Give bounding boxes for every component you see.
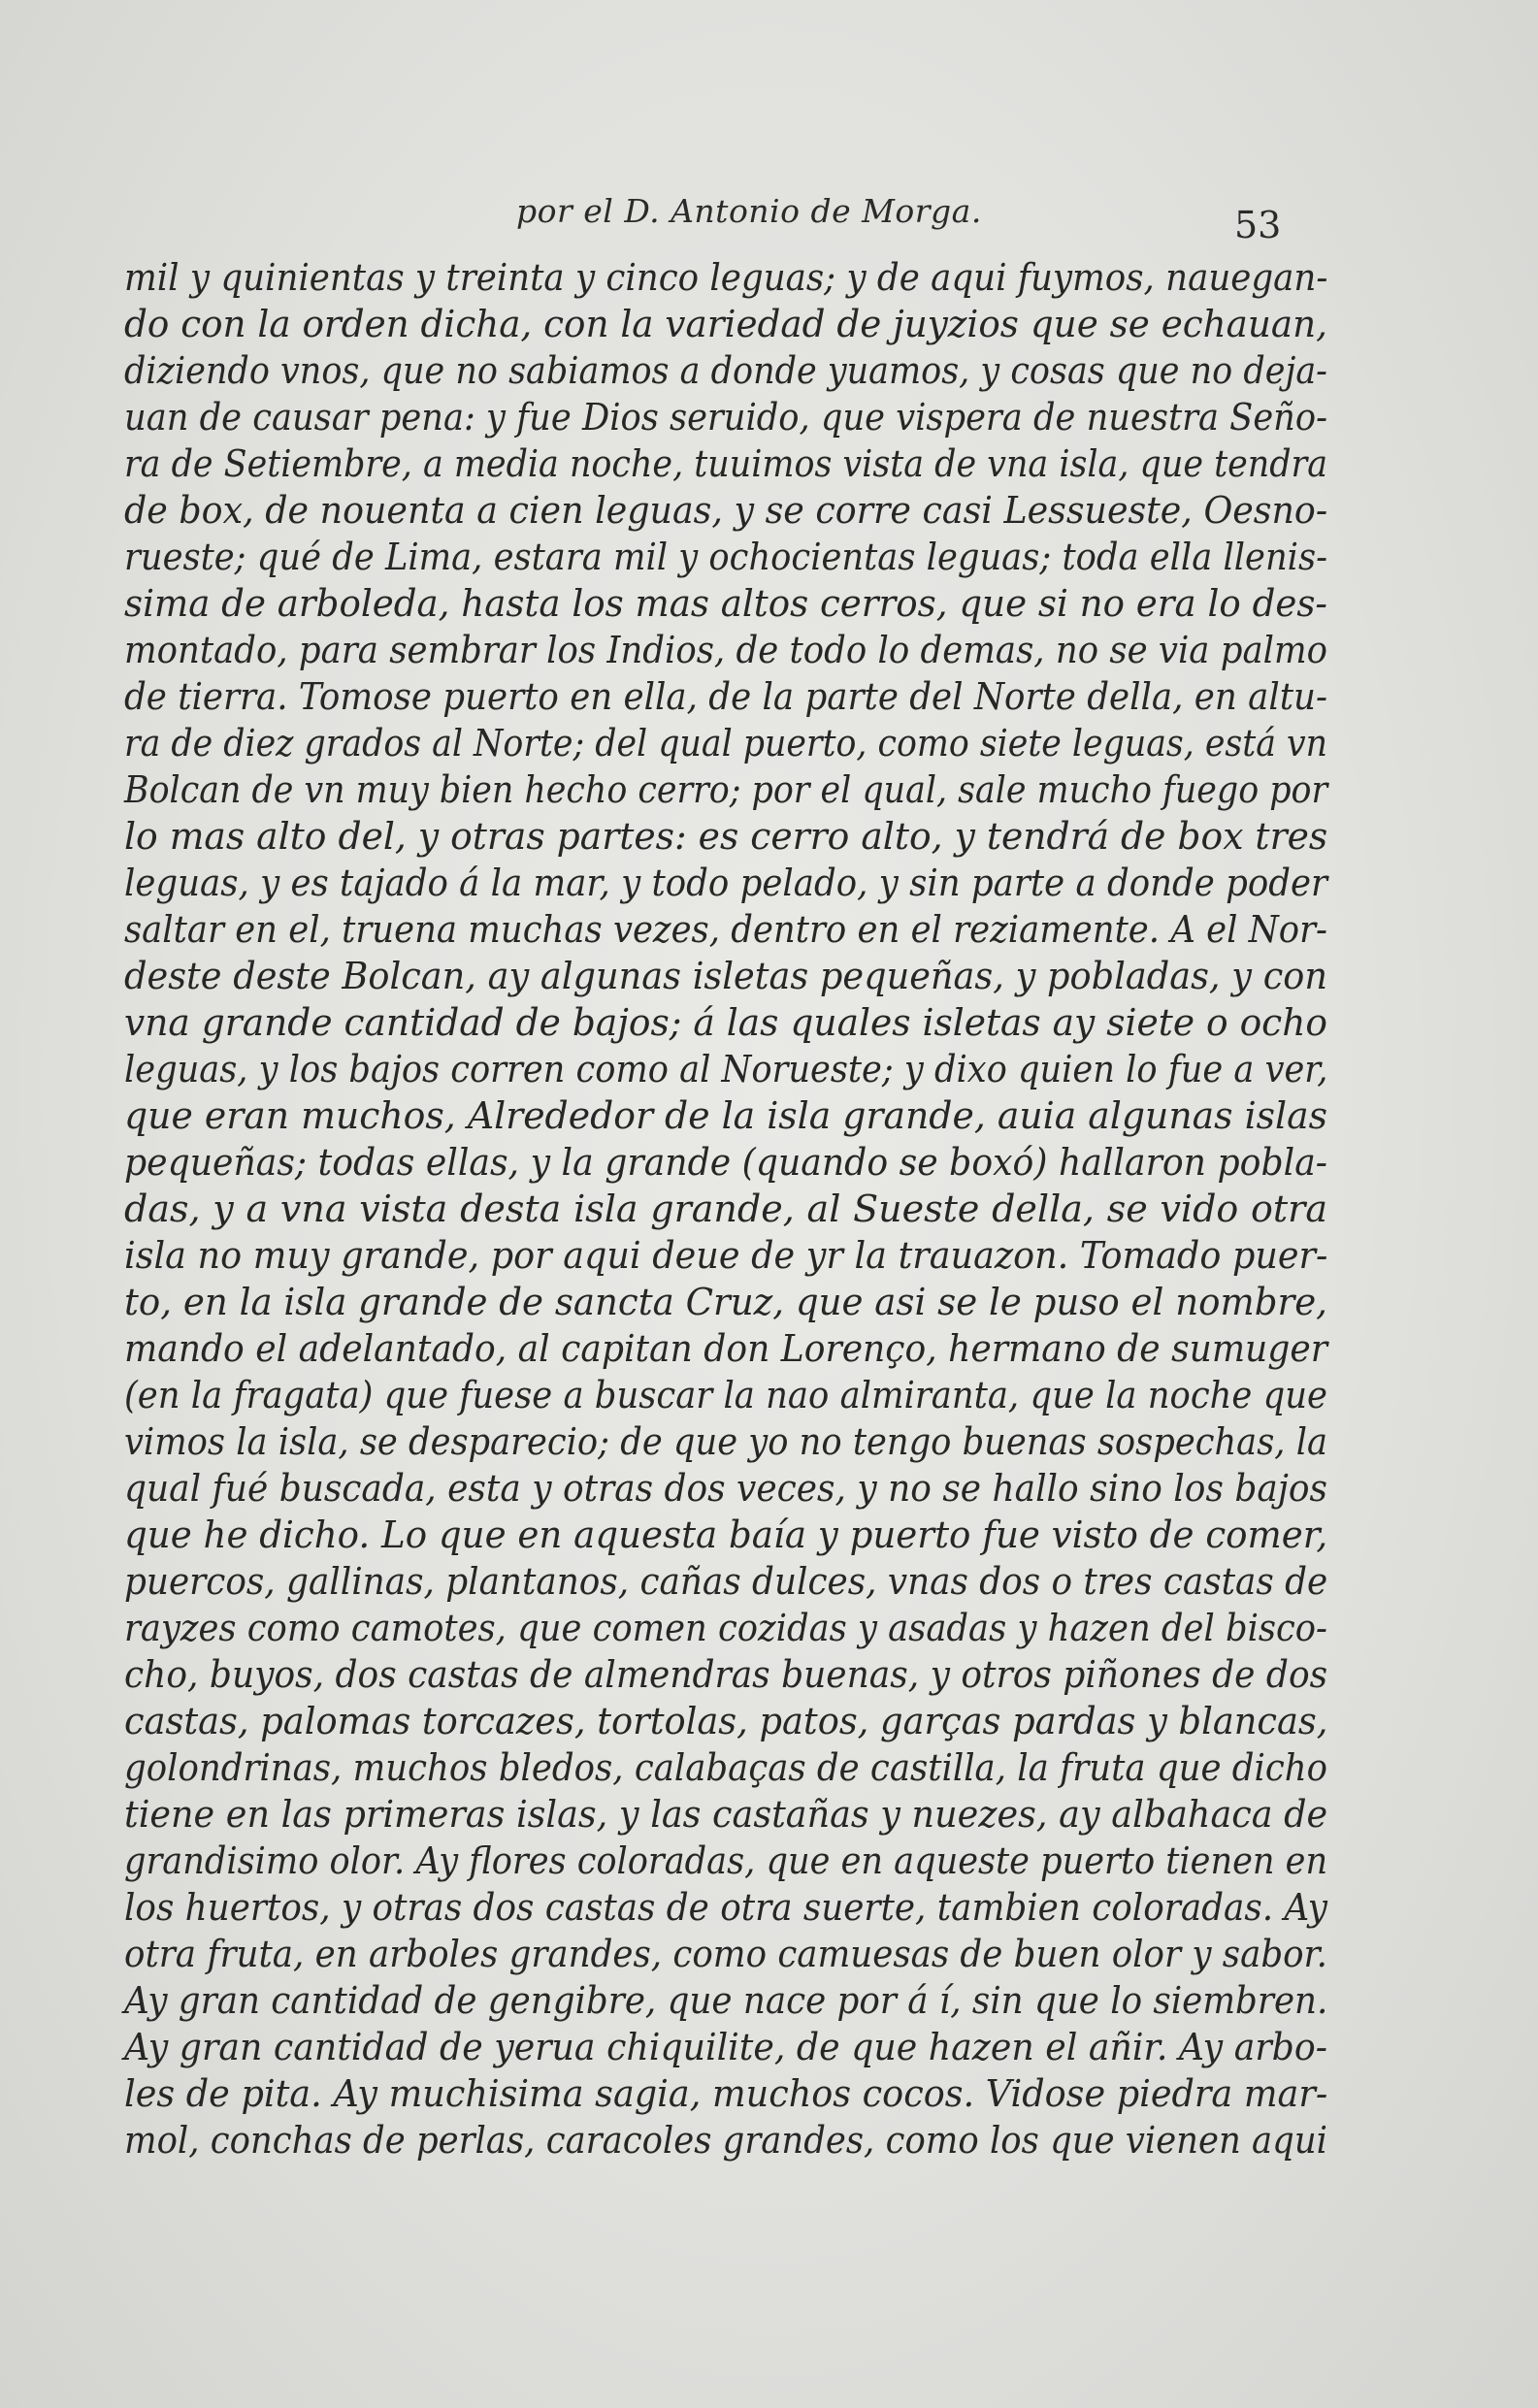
text-line: grandisimo olor. Ay flores coloradas, que en aqueste puerto tienen en: [124, 1839, 1328, 1882]
text-line: to, en la isla grande de sancta Cruz, que asi se le puso el nombre,: [124, 1281, 1327, 1323]
page-number: 53: [1234, 204, 1282, 246]
text-line: pequeñas; todas ellas, y la grande (quando se boxó) hallaron pobla-: [124, 1141, 1327, 1184]
text-line: saltar en el, truena muchas vezes, dentro en el reziamente. A el Nor-: [124, 908, 1327, 951]
text-line: que he dicho. Lo que en aquesta baía y puerto fue visto de comer,: [124, 1513, 1328, 1556]
text-line: lo mas alto del, y otras partes: es cerro alto, y tendrá de box tres: [124, 815, 1328, 858]
text-line: das, y a vna vista desta isla grande, al Sueste della, se vido otra: [124, 1188, 1327, 1230]
text-line: de tierra. Tomose puerto en ella, de la parte del Norte della, en altu-: [124, 675, 1327, 718]
running-head: [0, 192, 1538, 250]
text-line: sima de arboleda, hasta los mas altos cerros, que si no era lo des-: [124, 582, 1327, 625]
text-line: vna grande cantidad de bajos; á las quales isletas ay siete o ocho: [124, 1001, 1327, 1044]
text-line: leguas, y los bajos corren como al Norueste; y dixo quien lo fue a ver,: [124, 1048, 1328, 1090]
text-line: Ay gran cantidad de gengibre, que nace por á í, sin que lo siembren.: [124, 1979, 1328, 2022]
text-line: castas, palomas torcazes, tortolas, patos, garças pardas y blancas,: [124, 1700, 1328, 1742]
text-line: les de pita. Ay muchisima sagia, muchos cocos. Vidose piedra mar-: [124, 2072, 1328, 2115]
text-line: ra de Setiembre, a media noche, tuuimos vista de vna isla, que tendra: [124, 442, 1327, 485]
text-line: Bolcan de vn muy bien hecho cerro; por el qual, sale mucho fuego por: [124, 768, 1328, 811]
text-line: tiene en las primeras islas, y las castañas y nuezes, ay albahaca de: [124, 1793, 1328, 1836]
text-line: rayzes como camotes, que comen cozidas y asadas y hazen del bisco-: [124, 1607, 1327, 1649]
text-line: leguas, y es tajado á la mar, y todo pelado, y sin parte a donde poder: [124, 862, 1327, 904]
text-line: mil y quinientas y treinta y cinco leguas; y de aqui fuymos, nauegan-: [124, 256, 1328, 299]
text-line: qual fué buscada, esta y otras dos veces, y no se hallo sino los bajos: [124, 1467, 1327, 1510]
text-line: do con la orden dicha, con la variedad de juyzios que se echauan,: [124, 303, 1327, 345]
text-line: mol, conchas de perlas, caracoles grandes, como los que vienen aqui: [124, 2119, 1327, 2162]
text-line: cho, buyos, dos castas de almendras buenas, y otros piñones de dos: [124, 1653, 1328, 1696]
text-line: los huertos, y otras dos castas de otra suerte, tambien coloradas. Ay: [124, 1886, 1327, 1929]
text-line: golondrinas, muchos bledos, calabaças de castilla, la fruta que dicho: [124, 1746, 1327, 1789]
text-line: puercos, gallinas, plantanos, cañas dulces, vnas dos o tres castas de: [124, 1560, 1328, 1603]
body-text: [124, 254, 1327, 2164]
text-line: Ay gran cantidad de yerua chiquilite, de que hazen el añir. Ay arbo-: [124, 2026, 1327, 2068]
text-line: diziendo vnos, que no sabiamos a donde yuamos, y cosas que no deja-: [124, 349, 1327, 392]
running-title: por el D. Antonio de Morga.: [516, 192, 982, 230]
text-line: montado, para sembrar los Indios, de todo lo demas, no se via palmo: [124, 629, 1327, 671]
text-line: deste deste Bolcan, ay algunas isletas pequeñas, y pobladas, y con: [124, 955, 1327, 997]
text-line: uan de causar pena: y fue Dios seruido, que vispera de nuestra Seño-: [124, 396, 1327, 439]
text-line: (en la fragata) que fuese a buscar la nao almiranta, que la noche que: [124, 1374, 1327, 1416]
text-line: vimos la isla, se desparecio; de que yo no tengo buenas sospechas, la: [124, 1420, 1328, 1463]
text-line: ra de diez grados al Norte; del qual puerto, como siete leguas, está vn: [124, 722, 1327, 765]
text-line: que eran muchos, Alrededor de la isla grande, auia algunas islas: [124, 1094, 1327, 1137]
text-line: mando el adelantado, al capitan don Lorenço, hermano de sumuger: [124, 1327, 1327, 1370]
text-line: de box, de nouenta a cien leguas, y se corre casi Lessueste, Oesno-: [124, 489, 1328, 532]
text-line: otra fruta, en arboles grandes, como camuesas de buen olor y sabor.: [124, 1933, 1327, 1975]
text-line: rueste; qué de Lima, estara mil y ochocientas leguas; toda ella llenis-: [124, 536, 1327, 578]
text-line: isla no muy grande, por aqui deue de yr la trauazon. Tomado puer-: [124, 1234, 1328, 1277]
